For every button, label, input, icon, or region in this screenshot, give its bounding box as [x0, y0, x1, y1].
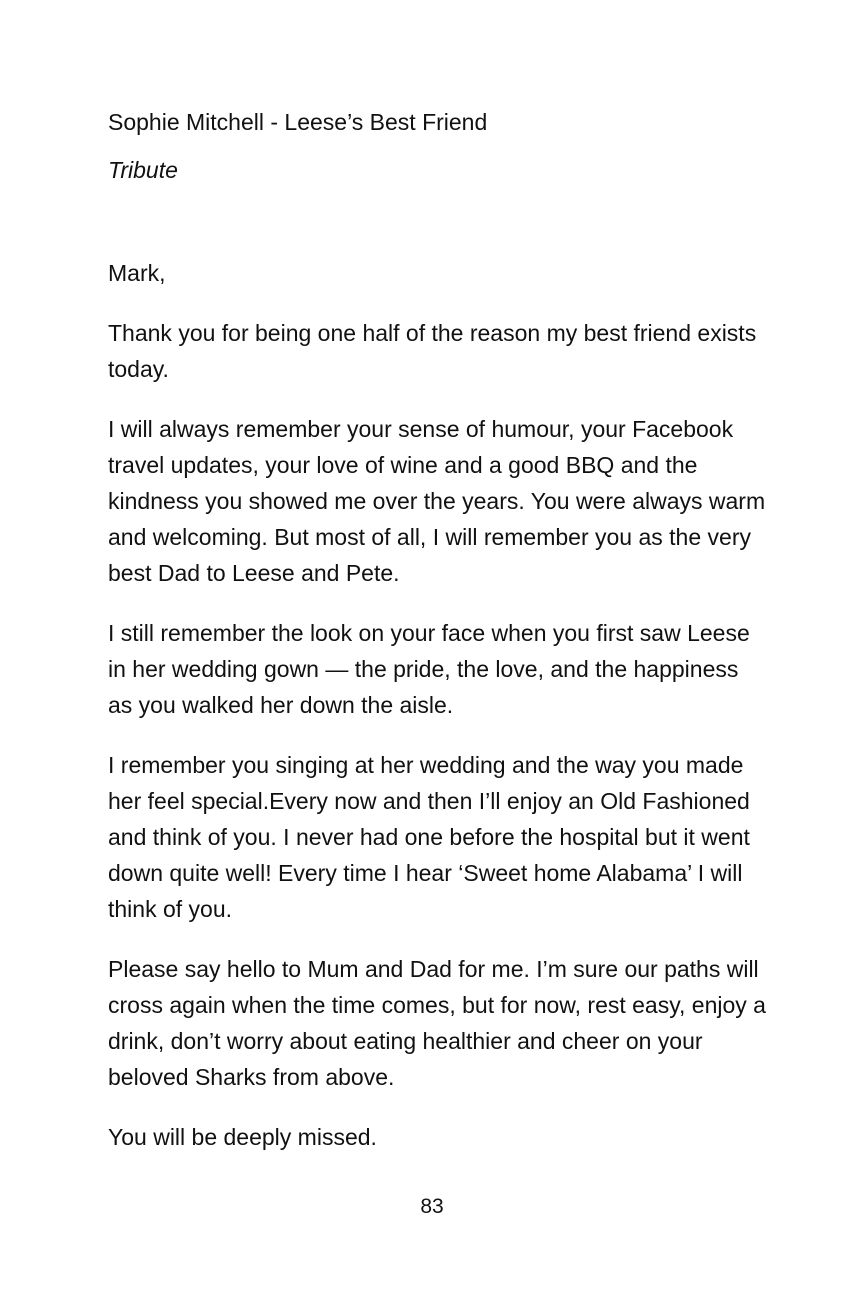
author-heading: Sophie Mitchell - Leese’s Best Friend [108, 109, 488, 135]
paragraph: I will always remember your sense of humour, your Facebook travel updates, your love of wine and a good BBQ and the kindness you showed me over the years. You were always warm and welcoming. But most of all, I will remember you as the very best Dad to Leese and Pete. [108, 416, 766, 586]
paragraph: I still remember the look on your face when you first saw Leese in her wedding gown — the pride, the love, and the happiness as you walked her down the aisle. [108, 620, 750, 718]
page-number: 83 [420, 1195, 444, 1218]
letter-body [108, 255, 768, 1179]
paragraph: I remember you singing at her wedding and the way you made her feel special.Every now and then I’ll enjoy an Old Fashioned and think of you. I never had one before the hospital but it went down quite well! Every time I hear ‘Sweet home Alabama’ I will think of you. [108, 752, 750, 922]
section-subtitle: Tribute [108, 157, 178, 183]
closing-line: You will be deeply missed. [108, 1124, 377, 1150]
paragraph: Thank you for being one half of the reason my best friend exists today. [108, 320, 757, 382]
salutation: Mark, [108, 260, 166, 286]
paragraph: Please say hello to Mum and Dad for me. I’m sure our paths will cross again when the time comes, but for now, rest easy, enjoy a drink, don’t worry about eating healthier and cheer on your beloved Sharks from above. [108, 956, 766, 1090]
